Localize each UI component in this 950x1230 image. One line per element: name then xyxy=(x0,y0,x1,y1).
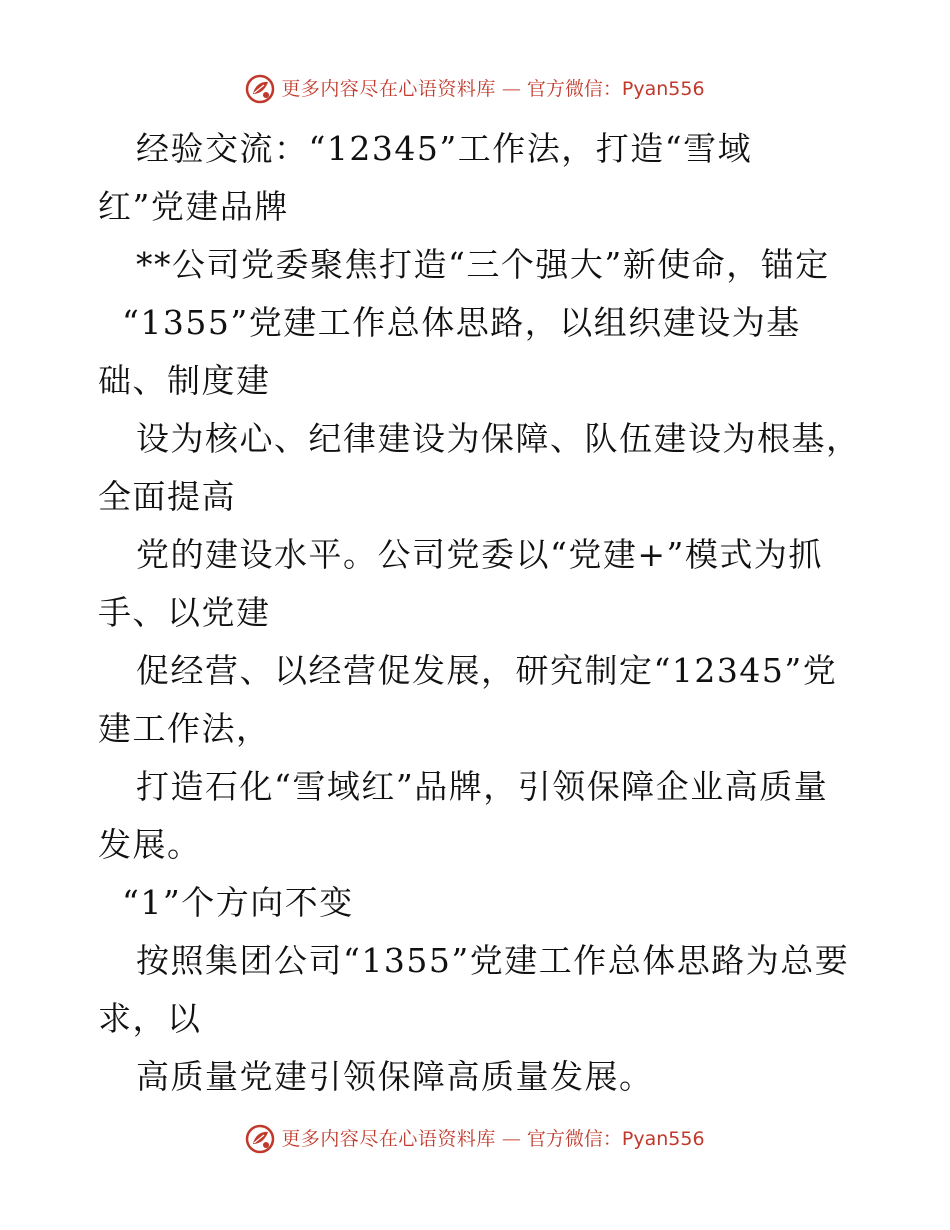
document-title-line-2: 红”党建品牌 xyxy=(98,187,289,226)
leaf-seal-icon xyxy=(245,1124,275,1154)
watermark-dash: — xyxy=(501,1128,521,1150)
watermark-account: 官方微信：Pyan556 xyxy=(526,78,705,100)
paragraph-line: 打造石化“雪域红”品牌，引领保障企业高质量 xyxy=(136,767,829,806)
paragraph-line: 党的建设水平。公司党委以“党建+”模式为抓 xyxy=(136,535,823,574)
paragraph-line: “1355”党建工作总体思路，以组织建设为基 xyxy=(122,303,801,342)
footer-watermark xyxy=(0,1124,950,1154)
paragraph-line: 手、以党建 xyxy=(98,593,271,632)
document-title-line-1: 经验交流：“12345”工作法，打造“雪域 xyxy=(136,129,753,168)
paragraph-line: 按照集团公司“1355”党建工作总体思路为总要 xyxy=(136,941,850,980)
paragraph-line: 建工作法， xyxy=(98,709,271,748)
leaf-seal-icon xyxy=(245,74,275,104)
paragraph-line: 全面提高 xyxy=(98,477,236,516)
paragraph-line: 发展。 xyxy=(98,825,202,864)
paragraph-line: 设为核心、纪律建设为保障、队伍建设为根基， xyxy=(136,419,861,458)
watermark-text: 更多内容尽在心语资料库 xyxy=(281,78,496,100)
paragraph-line: 高质量党建引领保障高质量发展。 xyxy=(136,1057,654,1096)
watermark-dash: — xyxy=(501,78,521,100)
watermark-account: 官方微信：Pyan556 xyxy=(526,1128,705,1150)
watermark-text: 更多内容尽在心语资料库 xyxy=(281,1128,496,1150)
section-heading: “1”个方向不变 xyxy=(122,883,354,922)
paragraph-line: 求，以 xyxy=(98,999,202,1038)
paragraph-line: 促经营、以经营促发展，研究制定“12345”党 xyxy=(136,651,838,690)
header-watermark xyxy=(0,74,950,104)
paragraph-line: 础、制度建 xyxy=(98,361,271,400)
paragraph-line: **公司党委聚焦打造“三个强大”新使命，锚定 xyxy=(136,245,830,284)
